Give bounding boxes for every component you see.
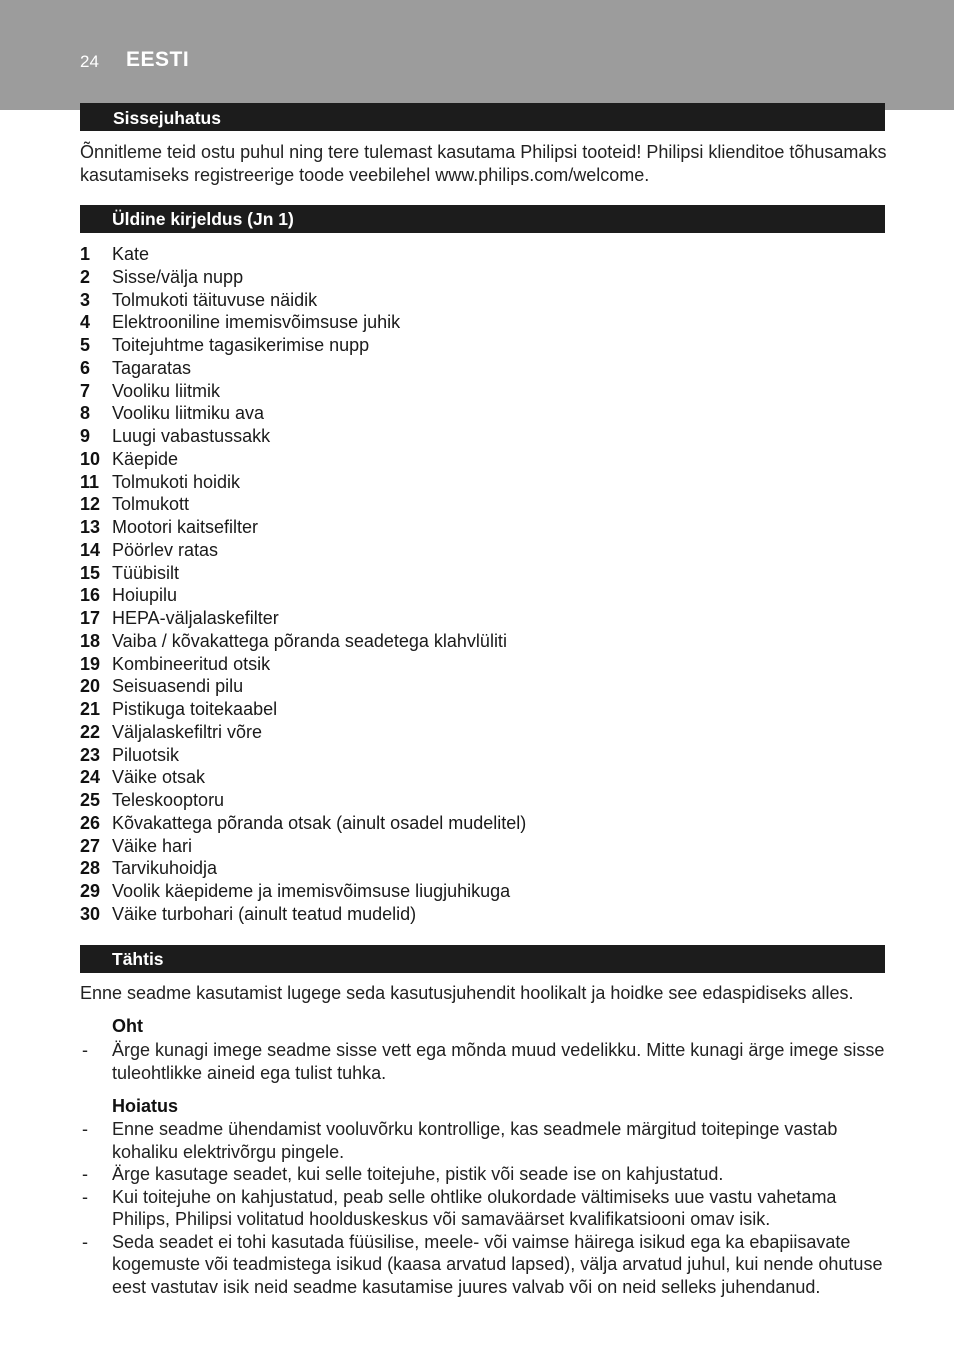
bullet-text: Enne seadme ühendamist vooluvõrku kontrollige, kas seadmele märgitud toitepinge vastab kohaliku elektrivõrgu pingele. (112, 1119, 838, 1162)
item-label: Pistikuga toitekaabel (112, 699, 278, 719)
item-label: Väike hari (112, 835, 193, 856)
item-label: Tüübisilt (112, 562, 180, 583)
list-item (80, 289, 890, 312)
item-number: 9 (80, 426, 91, 446)
item-number: 14 (80, 539, 101, 560)
list-item (80, 789, 890, 812)
bullet-text: Seda seadet ei tohi kasutada füüsilise, meele- või vaimse häirega isikud ega ka ebapiisavate kogemuste või teadmistega isikud (kaasa arvatud lapsed), välja arvatud juhul, kui nende ohutuse eest vastutav isik neid seadme kasutamise juures valvab või on neid selleks juhendanud. (112, 1231, 883, 1297)
list-item (80, 334, 890, 357)
list-item (80, 721, 890, 744)
item-number: 23 (80, 744, 101, 765)
list-item (80, 812, 890, 835)
list-item (80, 880, 890, 903)
bullet-text: Ärge kunagi imege seadme sisse vett ega mõnda muud vedelikku. Mitte kunagi ärge imege sisse tuleohtlikke aineid ega tulist tuhka. (112, 1040, 885, 1083)
item-label: Kombineeritud otsik (112, 653, 271, 674)
bullet-item (80, 1118, 890, 1163)
item-number: 20 (80, 676, 101, 697)
danger-heading: Oht (112, 1016, 143, 1036)
list-item (80, 698, 890, 721)
list-item (80, 266, 890, 289)
section-title: Üldine kirjeldus (Jn 1) (112, 209, 294, 229)
item-label: Voolik käepideme ja imemisvõimsuse liugjuhikuga (112, 881, 511, 901)
list-item (80, 630, 890, 653)
item-label: Väike otsak (112, 767, 206, 788)
item-label: Seisuasendi pilu (112, 676, 244, 697)
section-header-general (80, 205, 885, 233)
item-number: 22 (80, 721, 101, 742)
item-number: 26 (80, 812, 101, 833)
item-number: 15 (80, 562, 101, 583)
item-label: Luugi vabastussakk (112, 426, 271, 446)
list-item (80, 425, 890, 448)
bullet-dash: - (82, 1164, 88, 1184)
list-item (80, 243, 890, 266)
list-item (80, 493, 890, 516)
list-item (80, 675, 890, 698)
list-item (80, 903, 890, 926)
section-header-important (80, 945, 885, 973)
item-label: Väljalaskefiltri võre (112, 721, 263, 742)
list-item (80, 584, 890, 607)
item-number: 8 (80, 403, 91, 424)
bullet-dash: - (82, 1231, 88, 1252)
item-number: 6 (80, 357, 91, 378)
item-label: Tolmukott (112, 494, 190, 515)
bullet-dash: - (82, 1040, 88, 1060)
list-item (80, 744, 890, 767)
item-label: Mootori kaitsefilter (112, 517, 259, 537)
item-label: Tolmukoti täituvuse näidik (112, 289, 318, 310)
item-label: Kate (112, 244, 150, 264)
list-item (80, 471, 890, 494)
bullet-item (80, 1231, 890, 1299)
item-number: 28 (80, 858, 101, 879)
item-number: 24 (80, 767, 101, 788)
bullet-text: Kui toitejuhe on kahjustatud, peab selle ohtlike olukordade vältimiseks uue vastu vahetama Philips, Philipsi volitatud hoolduskeskus või samaväärset kvalifikatsiooni omav isik. (112, 1186, 837, 1229)
item-number: 27 (80, 835, 101, 856)
item-label: Vooliku liitmik (112, 380, 221, 401)
item-number: 3 (80, 289, 91, 310)
item-label: Vooliku liitmiku ava (112, 403, 265, 424)
item-number: 16 (80, 585, 101, 606)
item-label: Vaiba / kõvakattega põranda seadetega klahvlüliti (112, 630, 507, 651)
section-title: Tähtis (112, 949, 164, 969)
list-item (80, 835, 890, 858)
item-label: Tolmukoti hoidik (112, 471, 241, 492)
list-item (80, 562, 890, 585)
list-item (80, 448, 890, 471)
page-number: 24 (80, 52, 99, 71)
list-item (80, 607, 890, 630)
item-number: 2 (80, 266, 91, 287)
item-number: 13 (80, 517, 101, 537)
warning-list (80, 1118, 890, 1298)
bullet-item (80, 1039, 890, 1084)
language-title: EESTI (126, 48, 190, 71)
bullet-dash: - (82, 1119, 88, 1139)
item-label: Väike turbohari (ainult teatud mudelid) (112, 903, 417, 924)
item-label: Tagaratas (112, 357, 192, 378)
item-number: 4 (80, 312, 91, 333)
item-number: 12 (80, 494, 101, 515)
item-label: Toitejuhtme tagasikerimise nupp (112, 335, 370, 355)
item-number: 29 (80, 881, 101, 901)
bullet-text: Ärge kasutage seadet, kui selle toitejuhe, pistik või seade ise on kahjustatud. (112, 1164, 724, 1184)
item-label: Hoiupilu (112, 585, 178, 606)
list-item (80, 653, 890, 676)
item-number: 21 (80, 699, 101, 719)
item-number: 5 (80, 335, 91, 355)
list-item (80, 380, 890, 403)
section-header-intro (80, 103, 885, 131)
item-label: Sisse/välja nupp (112, 266, 244, 287)
list-item (80, 766, 890, 789)
parts-list (80, 243, 890, 926)
item-label: Elektrooniline imemisvõimsuse juhik (112, 312, 401, 333)
list-item (80, 311, 890, 334)
item-label: Piluotsik (112, 744, 180, 765)
item-label: Kõvakattega põranda otsak (ainult osadel mudelitel) (112, 812, 527, 833)
item-label: Teleskooptoru (112, 790, 225, 810)
item-number: 18 (80, 630, 101, 651)
danger-list (80, 1039, 890, 1084)
item-number: 17 (80, 608, 101, 628)
section-title: Sissejuhatus (113, 108, 221, 128)
header-band (0, 0, 954, 110)
list-item (80, 357, 890, 380)
bullet-item (80, 1186, 890, 1231)
important-paragraph: Enne seadme kasutamist lugege seda kasutusjuhendit hoolikalt ja hoidke see edaspidiseks alles. (80, 983, 854, 1003)
bullet-item (80, 1163, 890, 1186)
list-item (80, 402, 890, 425)
intro-paragraph: Õnnitleme teid ostu puhul ning tere tulemast kasutama Philipsi tooteid! Philipsi klienditoe tõhusamaks kasutamiseks registreerige toode veebilehel www.philips.com/welcome. (80, 142, 887, 185)
item-number: 19 (80, 653, 101, 674)
item-number: 10 (80, 448, 101, 469)
item-number: 7 (80, 380, 91, 401)
item-label: HEPA-väljalaskefilter (112, 608, 279, 628)
item-number: 25 (80, 790, 101, 810)
item-label: Käepide (112, 448, 179, 469)
item-label: Pöörlev ratas (112, 539, 219, 560)
item-label: Tarvikuhoidja (112, 858, 218, 879)
item-number: 1 (80, 244, 91, 264)
warning-heading: Hoiatus (112, 1096, 179, 1116)
bullet-dash: - (82, 1186, 88, 1207)
list-item (80, 857, 890, 880)
item-number: 30 (80, 903, 101, 924)
list-item (80, 516, 890, 539)
list-item (80, 539, 890, 562)
item-number: 11 (80, 471, 100, 492)
